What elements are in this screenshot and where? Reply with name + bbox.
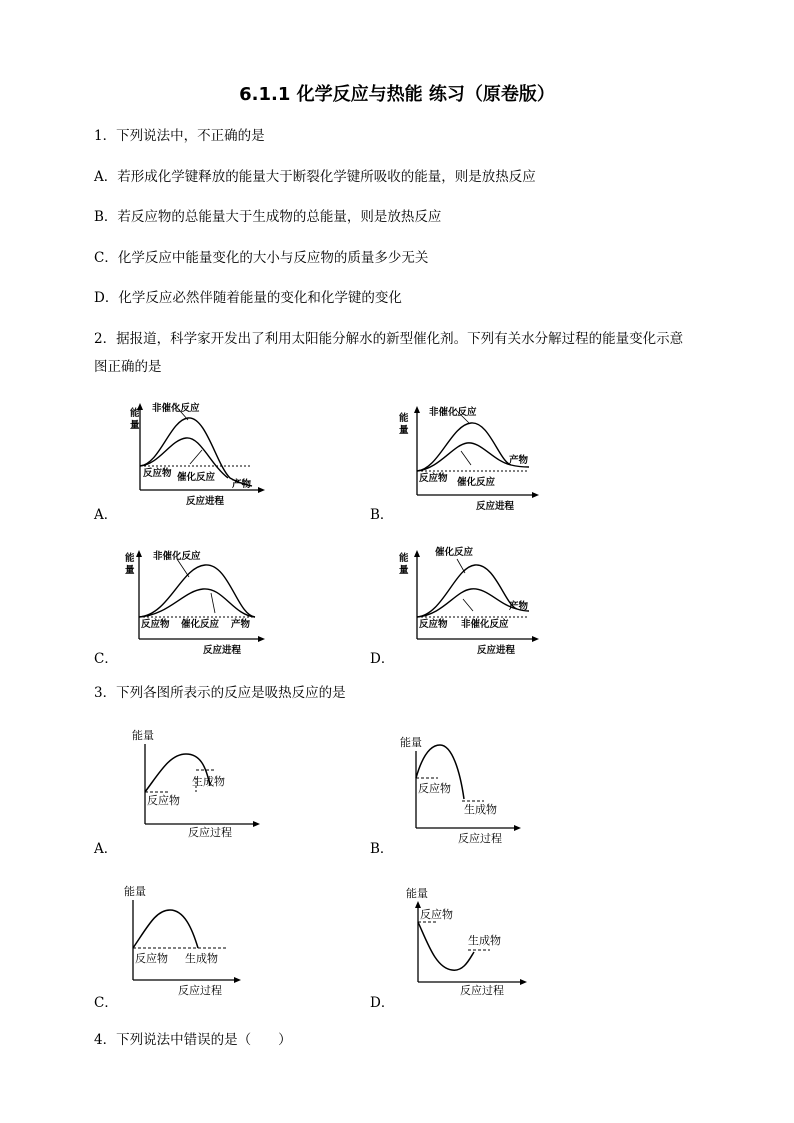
xlabel: 反应进程 [203, 645, 242, 656]
q2-option-c-letter: C． [94, 651, 118, 667]
curve-top-label: 非催化反应 [152, 403, 200, 414]
xlabel: 反应过程 [460, 984, 504, 997]
ylabel-2: 量 [399, 425, 409, 436]
q2-option-b-letter: B． [370, 507, 394, 523]
ylabel-1: 能 [130, 408, 140, 419]
q1-stem: 1．下列说法中，不正确的是 [94, 128, 265, 144]
curve-top-label: 非催化反应 [429, 407, 477, 418]
ylabel: 能量 [132, 729, 154, 742]
ylabel-2: 量 [130, 420, 140, 431]
xlabel: 反应过程 [188, 826, 232, 839]
q3-option-a-letter: A． [94, 841, 118, 857]
product-label: 产物 [232, 479, 252, 490]
xlabel: 反应进程 [477, 645, 516, 656]
q2-stem-line1: 2．据报道，科学家开发出了利用太阳能分解水的新型催化剂。下列有关水分解过程的能量变化示意 [94, 331, 684, 347]
q1-option-d: D．化学反应必然伴随着能量的变化和化学键的变化 [94, 290, 402, 306]
ylabel-1: 能 [399, 553, 409, 564]
q2-figure-d [399, 543, 539, 658]
ylabel: 能量 [406, 887, 428, 900]
q3-figure-d [402, 884, 542, 999]
q3-figure-a [130, 726, 270, 841]
ylabel-2: 量 [125, 565, 135, 576]
curve-low-label: 催化反应 [457, 477, 496, 488]
ylabel-1: 能 [399, 413, 409, 424]
xlabel: 反应进程 [476, 501, 515, 512]
ylabel-2: 量 [399, 565, 409, 576]
xlabel: 反应过程 [178, 984, 222, 997]
q1-option-a: A．若形成化学键释放的能量大于断裂化学键所吸收的能量，则是放热反应 [94, 169, 536, 185]
q2-figure-a [130, 398, 270, 513]
ylabel: 能量 [124, 885, 146, 898]
curve-low-label: 非催化反应 [461, 619, 509, 630]
q3-option-d-letter: D． [370, 995, 395, 1011]
q3-option-c-letter: C． [94, 995, 118, 1011]
reactant-label: 反应物 [135, 952, 168, 965]
q4-stem: 4．下列说法中错误的是（ ） [94, 1032, 292, 1048]
xlabel: 反应进程 [186, 496, 225, 507]
reactant-label: 反应物 [147, 794, 180, 807]
q2-option-d-letter: D． [370, 651, 395, 667]
reactant-label: 反应物 [418, 782, 451, 795]
reactant-label: 反应物 [141, 619, 170, 630]
ylabel: 能量 [400, 736, 422, 749]
q3-stem: 3．下列各图所表示的反应是吸热反应的是 [94, 685, 346, 701]
page-title: 6.1.1 化学反应与热能 练习（原卷版） [239, 84, 555, 105]
curve-low-label: 催化反应 [181, 619, 220, 630]
q2-stem-line2: 图正确的是 [94, 359, 162, 375]
reactant-label: 反应物 [143, 468, 172, 479]
product-label: 产物 [231, 619, 251, 630]
curve-top-label: 催化反应 [435, 547, 474, 558]
curve-top-label: 非催化反应 [153, 551, 201, 562]
q3-figure-b [398, 733, 538, 848]
product-label: 产物 [509, 601, 529, 612]
reactant-label: 反应物 [419, 619, 448, 630]
q1-option-b: B．若反应物的总能量大于生成物的总能量，则是放热反应 [94, 209, 442, 225]
product-label: 生成物 [192, 775, 225, 788]
ylabel-1: 能 [125, 553, 135, 564]
q3-figure-c [118, 882, 258, 997]
product-label: 生成物 [468, 934, 501, 947]
q3-option-b-letter: B． [370, 841, 394, 857]
q2-option-a-letter: A． [94, 507, 118, 523]
q1-option-c: C．化学反应中能量变化的大小与反应物的质量多少无关 [94, 250, 429, 266]
curve-low-label: 催化反应 [177, 472, 216, 483]
q2-figure-c [125, 545, 265, 660]
product-label: 产物 [509, 455, 529, 466]
product-label: 生成物 [464, 803, 497, 816]
q2-figure-b [399, 401, 539, 516]
xlabel: 反应过程 [458, 832, 502, 845]
reactant-label: 反应物 [419, 473, 448, 484]
product-label: 生成物 [185, 952, 218, 965]
reactant-label: 反应物 [420, 908, 453, 921]
